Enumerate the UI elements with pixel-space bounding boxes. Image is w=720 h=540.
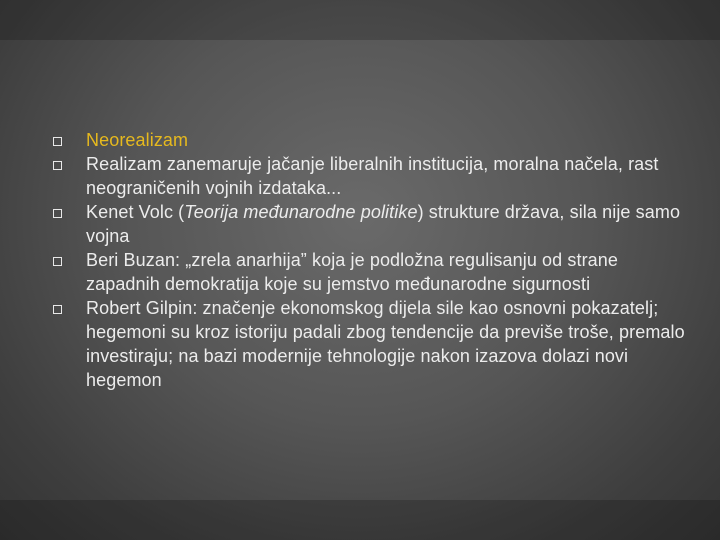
bullet-text: Beri Buzan: „zrela anarhija” koja je podložna regulisanju od strane zapadnih demokratija koje su jemstvo međunarodne sigurnosti — [86, 250, 619, 294]
bullet-item-realizam — [48, 152, 688, 200]
book-title: Teorija međunarodne politike — [184, 202, 418, 222]
square-bullet-icon — [53, 209, 62, 218]
top-frame-band — [0, 0, 720, 40]
square-bullet-icon — [53, 257, 62, 266]
bullet-item-buzan — [48, 248, 688, 296]
bullet-item-volc — [48, 200, 688, 248]
bullet-text: Realizam zanemaruje jačanje liberalnih institucija, moralna načela, rast neograničenih vojnih izdataka... — [86, 154, 659, 198]
bullet-text: Robert Gilpin: značenje ekonomskog dijela sile kao osnovni pokazatelj; hegemoni su kroz istoriju padali zbog tendencije da previše troše, premalo investiraju; na bazi modernije tehnologije nakon izazova dolazi novi hegemon — [86, 298, 685, 390]
square-bullet-icon — [53, 161, 62, 170]
bullet-item-gilpin — [48, 296, 688, 392]
bullet-item-heading — [48, 128, 688, 152]
square-bullet-icon — [53, 305, 62, 314]
bullet-text-before: Kenet Volc ( — [86, 202, 185, 222]
square-bullet-icon — [53, 137, 62, 146]
bullet-text: Neorealizam — [86, 130, 189, 150]
bullet-list — [48, 128, 688, 392]
bullet-text-after: ) strukture država, sila nije samo vojna — [86, 202, 681, 246]
bottom-frame-band — [0, 500, 720, 540]
